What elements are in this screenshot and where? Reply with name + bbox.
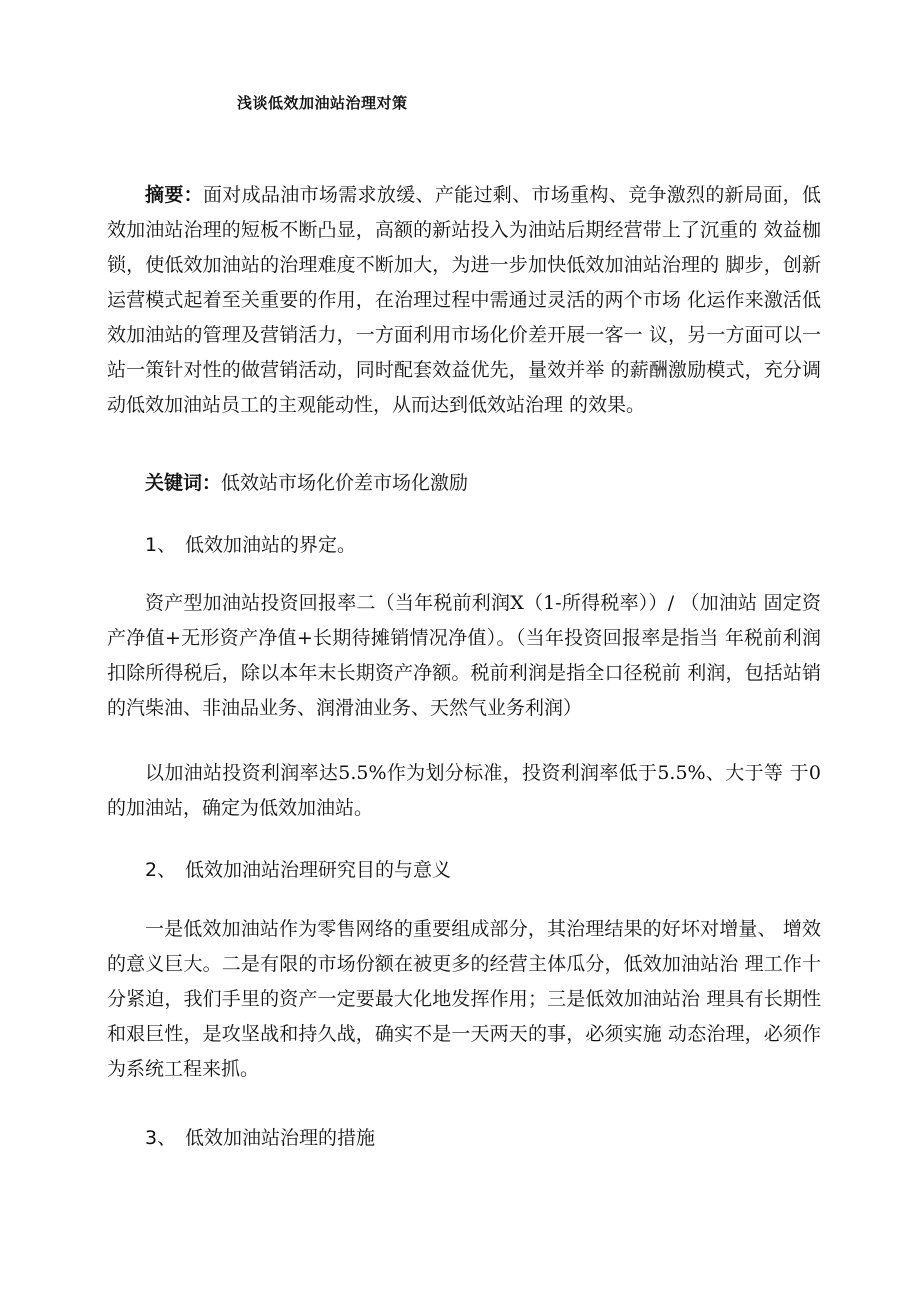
section-heading-2 [145, 853, 451, 888]
section-1-paragraph-2: 以加油站投资利润率达5.5%作为划分标准，投资利润率低于5.5%、大于等 于0的加油站，确定为低效加油站。 [107, 762, 821, 819]
section-number: 2、 [145, 859, 177, 881]
abstract-text: 面对成品油市场需求放缓、产能过剩、市场重构、竞争激烈的新局面，低效加油站治理的短板不断凸显，高额的新站投入为油站后期经营带上了沉重的 效益枷锁，使低效加油站的治理难度不断加大，为进一步加快低效加油站治理的 脚步，创新运营模式起着至关重要的作用，在治理过程中需通过灵活的两个市场 化运作来激活低效加油站的管理及营销活力，一方面利用市场化价差开展一客一 议，另一方面可以一站一策针对性的做营销活动，同时配套效益优先，量效并举 的薪酬激励模式，充分调动低效加油站员工的主观能动性，从而达到低效站治理 的效果。 [107, 184, 821, 416]
keywords-line [145, 466, 468, 501]
document-title: 浅谈低效加油站治理对策 [237, 94, 408, 112]
section-number: 3、 [145, 1127, 177, 1149]
section-title: 低效加油站治理的措施 [185, 1127, 376, 1149]
section-1-paragraph-1: 资产型加油站投资回报率二（当年税前利润X（1-所得税率））/ （加油站 固定资产净值+无形资产净值+长期待摊销情况净值）。（当年投资回报率是指当 年税前利润扣除所得税后，除以本年末长期资产净额。税前利润是指全口径税前 利润，包括站销的汽柴油、非油品业务、润滑油业务、天然气业务利润） [107, 592, 821, 719]
keywords-label: 关键词： [145, 472, 222, 494]
section-2-paragraph-1: 一是低效加油站作为零售网络的重要组成部分，其治理结果的好坏对增量、 增效的意义巨大。二是有限的市场份额在被更多的经营主体瓜分，低效加油站治 理工作十分紧迫，我们手里的资产一定要最大化地发挥作用；三是低效加油站治 理具有长期性和艰巨性，是攻坚战和持久战，确实不是一天两天的事，必须实施 动态治理，必须作为系统工程来抓。 [107, 918, 821, 1080]
section-number: 1、 [145, 534, 177, 556]
abstract-paragraph [107, 178, 821, 423]
section-title: 低效加油站的界定。 [185, 534, 357, 556]
keywords-text: 低效站市场化价差市场化激励 [221, 472, 469, 494]
abstract-label: 摘要： [145, 184, 203, 206]
section-heading-3 [145, 1121, 375, 1156]
section-heading-1 [145, 528, 356, 563]
section-title: 低效加油站治理研究目的与意义 [185, 859, 452, 881]
